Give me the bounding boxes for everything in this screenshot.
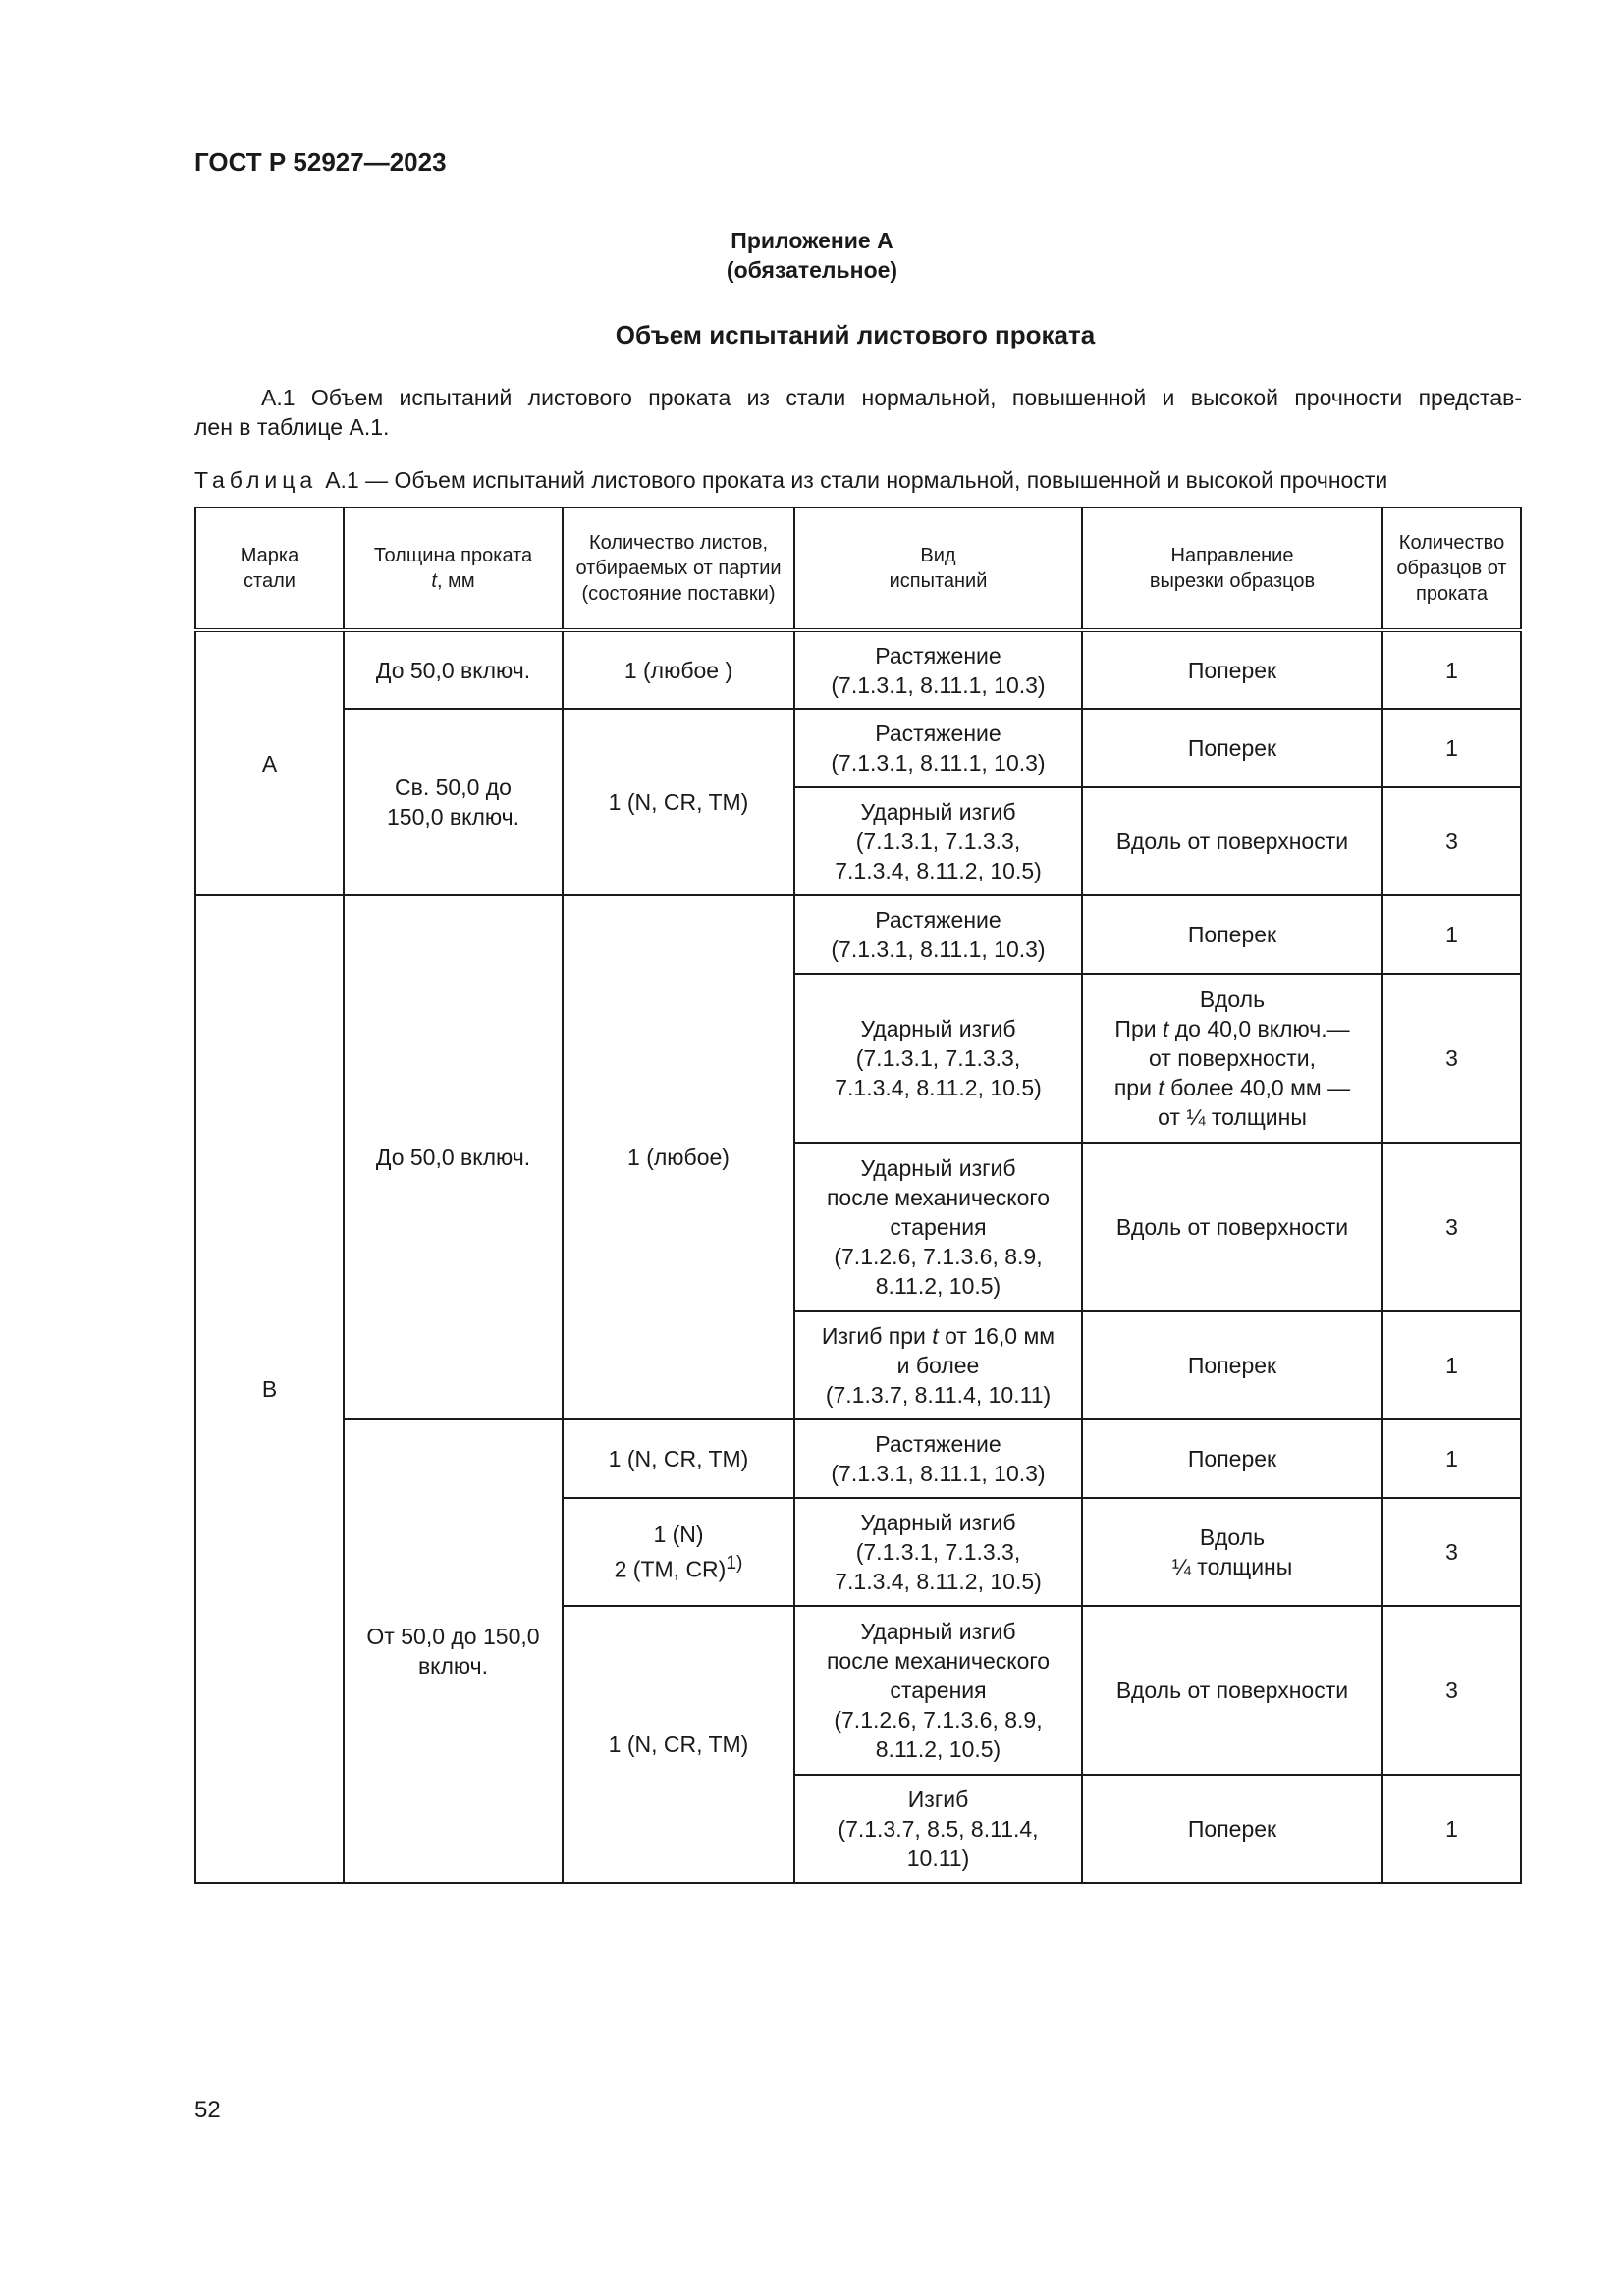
footnote-ref: 1) [726, 1553, 743, 1575]
cell-direction: Вдоль от поверхности [1082, 1606, 1382, 1775]
test-text: от 16,0 мм и более (7.1.3.7, 8.11.4, 10.11) [825, 1323, 1056, 1408]
table-caption-text: А.1 — Объем испытаний листового проката из стали нормальной, повышенной и высокой прочности [325, 467, 1388, 493]
header-thickness-unit: , мм [436, 570, 475, 592]
cell-count: 3 [1382, 1143, 1521, 1311]
cell-count: 1 [1382, 1311, 1521, 1419]
direction-line: При [1114, 1016, 1163, 1041]
cell-count: 3 [1382, 1498, 1521, 1606]
cell-count: 3 [1382, 787, 1521, 895]
table-row [195, 1419, 1521, 1498]
cell-sheet-count: 1 (N, CR, TM) [563, 1606, 794, 1883]
direction-var-t: t [1162, 1016, 1169, 1041]
cell-sheet-count [563, 1498, 794, 1606]
cell-count: 1 [1382, 709, 1521, 787]
cell-direction: Поперек [1082, 1775, 1382, 1883]
sheet-line: 1 (N) [653, 1522, 704, 1548]
test-text: Изгиб при [821, 1323, 933, 1349]
cell-sheet-count: 1 (N, CR, TM) [563, 1419, 794, 1498]
header-thickness-text: Толщина проката [373, 545, 533, 566]
appendix-title: Приложение А [731, 228, 893, 253]
cell-test-type: Ударный изгиб (7.1.3.1, 7.1.3.3, 7.1.3.4, 8.11.2, 10.5) [794, 974, 1082, 1143]
cell-test-type: Растяжение (7.1.3.1, 8.11.1, 10.3) [794, 709, 1082, 787]
cell-test-type: Растяжение (7.1.3.1, 8.11.1, 10.3) [794, 895, 1082, 974]
cell-count: 1 [1382, 630, 1521, 709]
test-scope-table [194, 507, 1522, 1884]
cell-test-type [794, 1311, 1082, 1419]
appendix-status: (обязательное) [726, 257, 898, 283]
direction-line: Вдоль [1199, 987, 1266, 1012]
table-caption-label: Таблица [194, 467, 318, 493]
cell-count: 3 [1382, 1606, 1521, 1775]
cell-thickness: До 50,0 включ. [344, 630, 563, 709]
cell-count: 3 [1382, 974, 1521, 1143]
section-title: Объем испытаний листового проката [615, 320, 1096, 349]
cell-direction: Вдоль от поверхности [1082, 787, 1382, 895]
cell-thickness: От 50,0 до 150,0 включ. [344, 1419, 563, 1883]
cell-sheet-count: 1 (N, CR, TM) [563, 709, 794, 895]
cell-test-type: Ударный изгиб после механического старения (7.1.2.6, 7.1.3.6, 8.9, 8.11.2, 10.5) [794, 1606, 1082, 1775]
cell-count: 1 [1382, 895, 1521, 974]
cell-test-type: Ударный изгиб (7.1.3.1, 7.1.3.3, 7.1.3.4, 8.11.2, 10.5) [794, 1498, 1082, 1606]
document-code: ГОСТ Р 52927—2023 [194, 147, 447, 177]
table-row [195, 630, 1521, 709]
table-header-row [195, 507, 1521, 630]
cell-direction [1082, 974, 1382, 1143]
cell-test-type: Ударный изгиб (7.1.3.1, 7.1.3.3, 7.1.3.4, 8.11.2, 10.5) [794, 787, 1082, 895]
header-sheet-count: Количество листов, отбираемых от партии (состояние поставки) [563, 507, 794, 630]
cell-direction: Поперек [1082, 630, 1382, 709]
cell-test-type: Изгиб (7.1.3.7, 8.5, 8.11.4, 10.11) [794, 1775, 1082, 1883]
header-test-type: Вид испытаний [794, 507, 1082, 630]
cell-thickness: До 50,0 включ. [344, 895, 563, 1419]
table-row [195, 709, 1521, 787]
cell-test-type: Растяжение (7.1.3.1, 8.11.1, 10.3) [794, 1419, 1082, 1498]
cell-direction: Поперек [1082, 1311, 1382, 1419]
cell-direction: Поперек [1082, 1419, 1382, 1498]
direction-line: при [1113, 1075, 1159, 1100]
cell-grade-a: А [195, 630, 344, 895]
cell-test-type: Растяжение (7.1.3.1, 8.11.1, 10.3) [794, 630, 1082, 709]
header-steel-grade: Марка стали [195, 507, 344, 630]
cell-sheet-count: 1 (любое) [563, 895, 794, 1419]
direction-var-t: t [1158, 1075, 1164, 1100]
cell-grade-b: В [195, 895, 344, 1883]
cell-test-type: Ударный изгиб после механического старения (7.1.2.6, 7.1.3.6, 8.9, 8.11.2, 10.5) [794, 1143, 1082, 1311]
direction-line: от поверхности, [1148, 1045, 1316, 1071]
cell-direction: Поперек [1082, 895, 1382, 974]
direction-line: от ¼ толщины [1158, 1104, 1307, 1130]
table-row [195, 895, 1521, 974]
cell-thickness: Св. 50,0 до 150,0 включ. [344, 709, 563, 895]
direction-line: до 40,0 включ.— [1168, 1016, 1350, 1041]
intro-line-1: А.1 Объем испытаний листового проката из стали нормальной, повышенной и высокой прочности представ- [261, 385, 1522, 410]
direction-line: более 40,0 мм — [1164, 1075, 1351, 1100]
header-cut-direction: Направление вырезки образцов [1082, 507, 1382, 630]
cell-count: 1 [1382, 1775, 1521, 1883]
cell-count: 1 [1382, 1419, 1521, 1498]
header-sample-count: Количество образцов от проката [1382, 507, 1521, 630]
page-number: 52 [194, 2097, 221, 2123]
cell-direction: Вдоль от поверхности [1082, 1143, 1382, 1311]
cell-direction: Вдоль ¼ толщины [1082, 1498, 1382, 1606]
intro-line-2: лен в таблице А.1. [194, 414, 390, 440]
table-caption [194, 467, 1530, 494]
intro-paragraph [194, 383, 1522, 442]
cell-sheet-count: 1 (любое ) [563, 630, 794, 709]
header-thickness [344, 507, 563, 630]
header-thickness-var: t [431, 570, 437, 592]
sheet-line: 2 (TM, CR) [614, 1556, 727, 1582]
test-var-t: t [932, 1323, 939, 1349]
cell-direction: Поперек [1082, 709, 1382, 787]
